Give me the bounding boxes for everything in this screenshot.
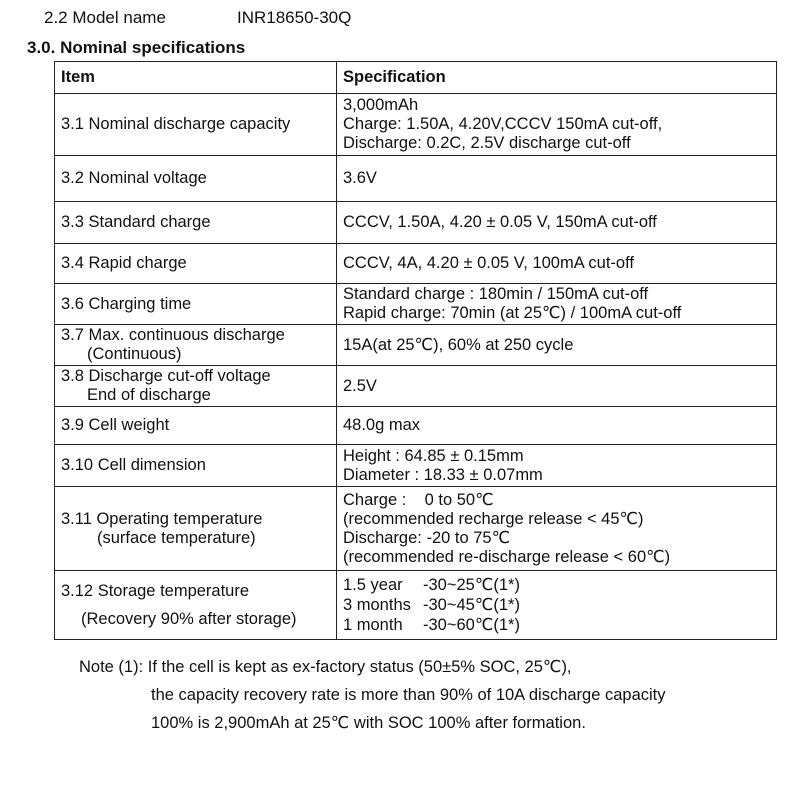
item-text: 3.2 Nominal voltage: [61, 169, 207, 187]
spec-cell: [337, 571, 777, 640]
item-cell: [55, 94, 337, 156]
item-cell: [55, 487, 337, 571]
storage-range: -30~25℃(1*): [423, 576, 520, 594]
table-row: [55, 407, 777, 445]
spec-cell: [337, 156, 777, 202]
item-text: 3.10 Cell dimension: [61, 456, 206, 474]
spec-cell: [337, 244, 777, 284]
model-name-label: 2.2 Model name: [44, 8, 166, 27]
table-row: [55, 325, 777, 366]
table-row: [55, 487, 777, 571]
item-text: 3.8 Discharge cut-off voltage: [61, 367, 271, 385]
table-header-row: [55, 62, 777, 94]
note-line: 100% is 2,900mAh at 25℃ with SOC 100% after formation.: [151, 714, 586, 732]
spec-text: Charge: 1.50A, 4.20V,CCCV 150mA cut-off,: [343, 115, 663, 133]
note-line: the capacity recovery rate is more than 90% of 10A discharge capacity: [151, 686, 666, 704]
spec-cell: [337, 407, 777, 445]
spec-text: 48.0g max: [343, 416, 421, 434]
spec-text: (recommended re-discharge release < 60℃): [343, 547, 671, 566]
spec-cell: [337, 325, 777, 366]
spec-cell: [337, 366, 777, 407]
storage-grid: [343, 575, 776, 635]
item-cell: [55, 202, 337, 244]
spec-cell: [337, 487, 777, 571]
item-cell: [55, 156, 337, 202]
storage-range: -30~45℃(1*): [423, 596, 520, 614]
item-text: 3.4 Rapid charge: [61, 254, 187, 272]
header-specification: Specification: [337, 62, 777, 94]
item-text: 3.3 Standard charge: [61, 213, 211, 231]
table-row: [55, 244, 777, 284]
item-text: 3.1 Nominal discharge capacity: [61, 115, 291, 133]
item-cell: [55, 571, 337, 640]
table-row: [55, 202, 777, 244]
spec-text: 2.5V: [343, 376, 377, 395]
item-cell: [55, 325, 337, 366]
header-item: Item: [55, 62, 337, 94]
spec-text: 3,000mAh: [343, 96, 419, 114]
model-name-value: INR18650-30Q: [237, 8, 352, 27]
spec-text: 3.6V: [343, 169, 377, 187]
item-cell: [55, 407, 337, 445]
spec-text: Rapid charge: 70min (at 25℃) / 100mA cut-off: [343, 304, 682, 322]
storage-duration: 1 month: [343, 616, 403, 634]
table-row: [55, 445, 777, 487]
item-cell: [55, 284, 337, 325]
spec-cell: [337, 94, 777, 156]
note-line: Note (1): If the cell is kept as ex-factory status (50±5% SOC, 25℃),: [79, 658, 572, 676]
spec-cell: [337, 445, 777, 487]
item-subtext: (surface temperature): [97, 528, 256, 547]
item-subtext: End of discharge: [87, 386, 211, 404]
table-row: [55, 156, 777, 202]
spec-text: CCCV, 1.50A, 4.20 ± 0.05 V, 150mA cut-off: [343, 213, 657, 231]
spec-text: Standard charge : 180min / 150mA cut-off: [343, 285, 649, 303]
spec-text: CCCV, 4A, 4.20 ± 0.05 V, 100mA cut-off: [343, 254, 634, 272]
table-row: [55, 94, 777, 156]
spec-cell: [337, 202, 777, 244]
item-text: 3.6 Charging time: [61, 294, 192, 313]
spec-text: Diameter : 18.33 ± 0.07mm: [343, 465, 543, 484]
item-text: 3.11 Operating temperature: [61, 509, 263, 528]
spec-text: (recommended recharge release < 45℃): [343, 509, 644, 528]
item-cell: [55, 244, 337, 284]
storage-duration: 3 months: [343, 596, 411, 614]
model-name-line: [44, 8, 352, 28]
table-row: [55, 366, 777, 407]
spec-text: Height : 64.85 ± 0.15mm: [343, 446, 524, 465]
item-cell: [55, 445, 337, 487]
section-title: 3.0. Nominal specifications: [27, 38, 246, 57]
item-text: 3.12 Storage temperature: [61, 581, 250, 600]
spec-table: [54, 61, 777, 640]
storage-range: -30~60℃(1*): [423, 616, 520, 634]
spec-text: Discharge: -20 to 75℃: [343, 528, 511, 547]
table-row: [55, 571, 777, 640]
item-subtext: (Continuous): [87, 345, 182, 363]
item-text: 3.9 Cell weight: [61, 416, 170, 434]
item-subtext: (Recovery 90% after storage): [81, 609, 297, 628]
spec-text: Discharge: 0.2C, 2.5V discharge cut-off: [343, 134, 631, 152]
notes-block: [79, 655, 666, 739]
storage-duration: 1.5 year: [343, 576, 403, 594]
spec-text: 15A(at 25℃), 60% at 250 cycle: [343, 335, 574, 354]
item-text: 3.7 Max. continuous discharge: [61, 326, 285, 344]
spec-text: Charge : 0 to 50℃: [343, 490, 494, 509]
spec-cell: [337, 284, 777, 325]
table-row: [55, 284, 777, 325]
item-cell: [55, 366, 337, 407]
